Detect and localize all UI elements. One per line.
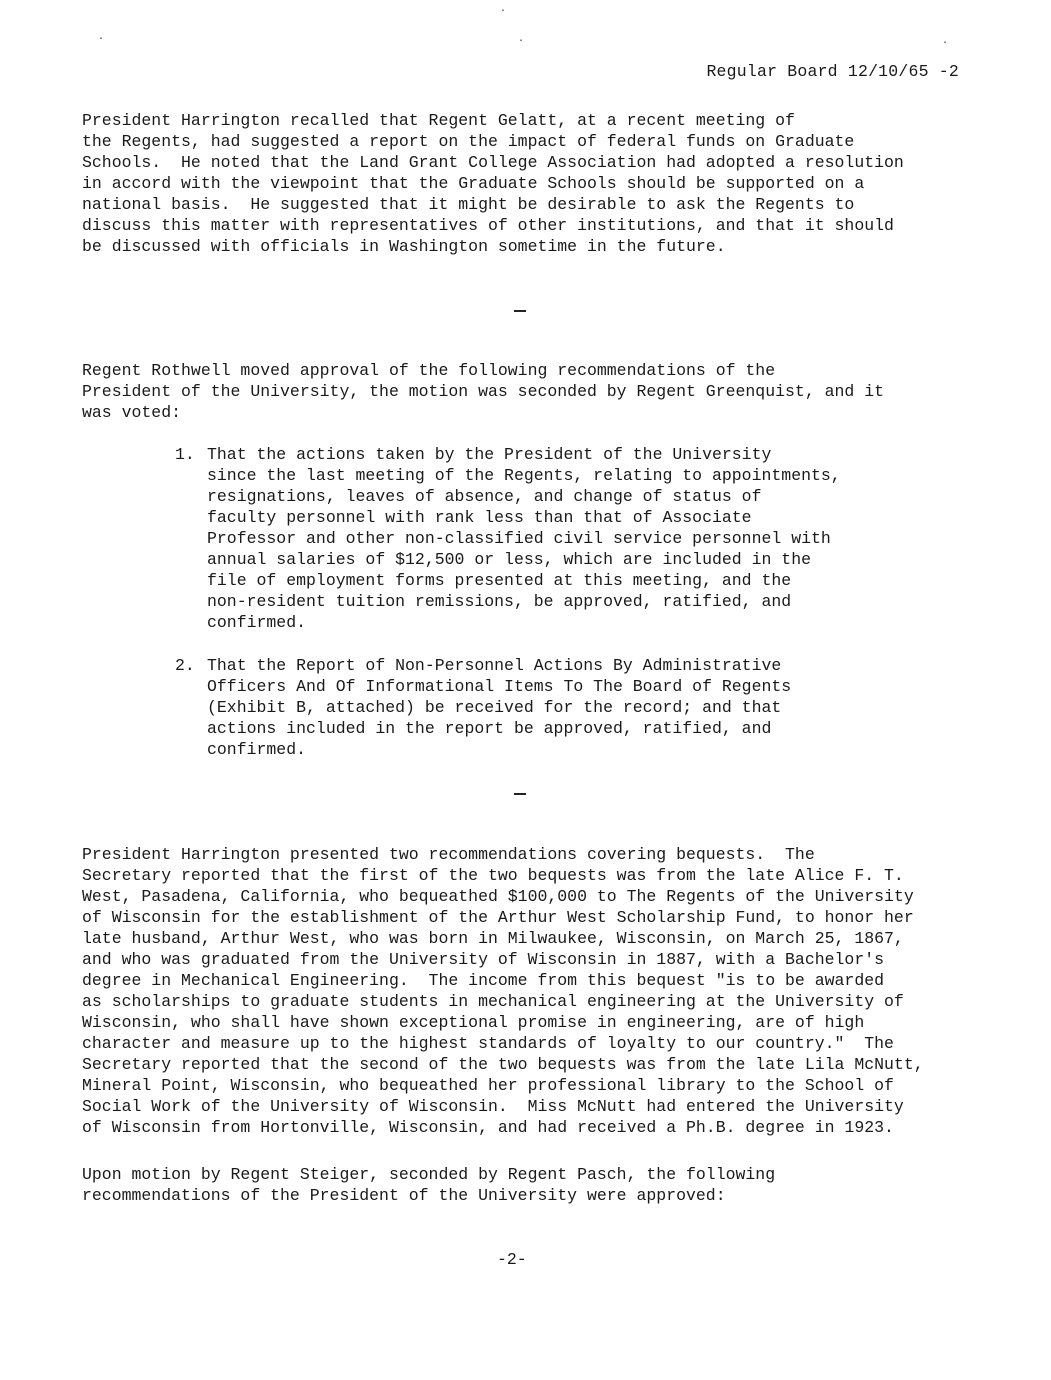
scan-speck: · bbox=[942, 38, 949, 49]
recommendation-number: 2. bbox=[175, 656, 195, 675]
page-number: -2- bbox=[497, 1250, 527, 1269]
paragraph-bequests: President Harrington presented two recommendations covering bequests. The Secretary reported that the first of the two bequests was from the late Alice F. T. West, Pasadena, California, who bequeathed $100,000 to The Regents of the University of Wisconsin for the establishment of the Arthur West Scholarship Fund, to honor her late husband, Arthur West, who was born in Milwaukee, Wisconsin, on March 25, 1867, and who was graduated from the University of Wisconsin in 1887, with a Bachelor's degree in Mechanical Engineering. The income from this bequest "is to be awarded as scholarships to graduate students in mechanical engineering at the University of Wisconsin, who shall have shown exceptional promise in engineering, are of high character and measure up to the highest standards of loyalty to our country." The Secretary reported that the second of the two bequests was from the late Lila McNutt, Mineral Point, Wisconsin, who bequeathed her professional library to the School of Social Work of the University of Wisconsin. Miss McNutt had entered the University of Wisconsin from Hortonville, Wisconsin, and had received a Ph.B. degree in 1923. bbox=[82, 845, 924, 1137]
recommendation-text: That the actions taken by the President of the University since the last meeting of the Regents, relating to appointments, resignations, leaves of absence, and change of status of faculty personnel with rank less than that of Associate Professor and other non-classified civil service personnel with annual salaries of $12,500 or less, which are included in the file of employment forms presented at this meeting, and the non-resident tuition remissions, be approved, ratified, and confirmed. bbox=[207, 445, 841, 632]
section-divider bbox=[514, 310, 526, 312]
recommendation-number: 1. bbox=[175, 445, 195, 464]
recommendation-text: That the Report of Non-Personnel Actions By Administrative Officers And Of Informational Items To The Board of Regents (Exhibit B, attached) be received for the record; and that actions included in the report be approved, ratified, and confirmed. bbox=[207, 656, 792, 759]
scan-speck: · bbox=[518, 36, 525, 47]
scan-speck: · bbox=[98, 34, 105, 45]
paragraph-graduate-funds: President Harrington recalled that Regent Gelatt, at a recent meeting of the Regents, had suggested a report on the impact of federal funds on Graduate Schools. He noted that the Land Grant College Association had adopted a resolution in accord with the viewpoint that the Graduate Schools should be supported on a national basis. He suggested that it might be desirable to ask the Regents to discuss this matter with representatives of other institutions, and that it should be discussed with officials in Washington sometime in the future. bbox=[82, 111, 904, 256]
section-divider bbox=[514, 793, 526, 795]
paragraph-steiger-motion: Upon motion by Regent Steiger, seconded by Regent Pasch, the following recommendations of the President of the University were approved: bbox=[82, 1165, 776, 1205]
scan-speck: · bbox=[500, 6, 507, 17]
paragraph-rothwell-motion: Regent Rothwell moved approval of the following recommendations of the President of the University, the motion was seconded by Regent Greenquist, and it was voted: bbox=[82, 361, 885, 422]
running-header: Regular Board 12/10/65 -2 bbox=[706, 62, 959, 81]
